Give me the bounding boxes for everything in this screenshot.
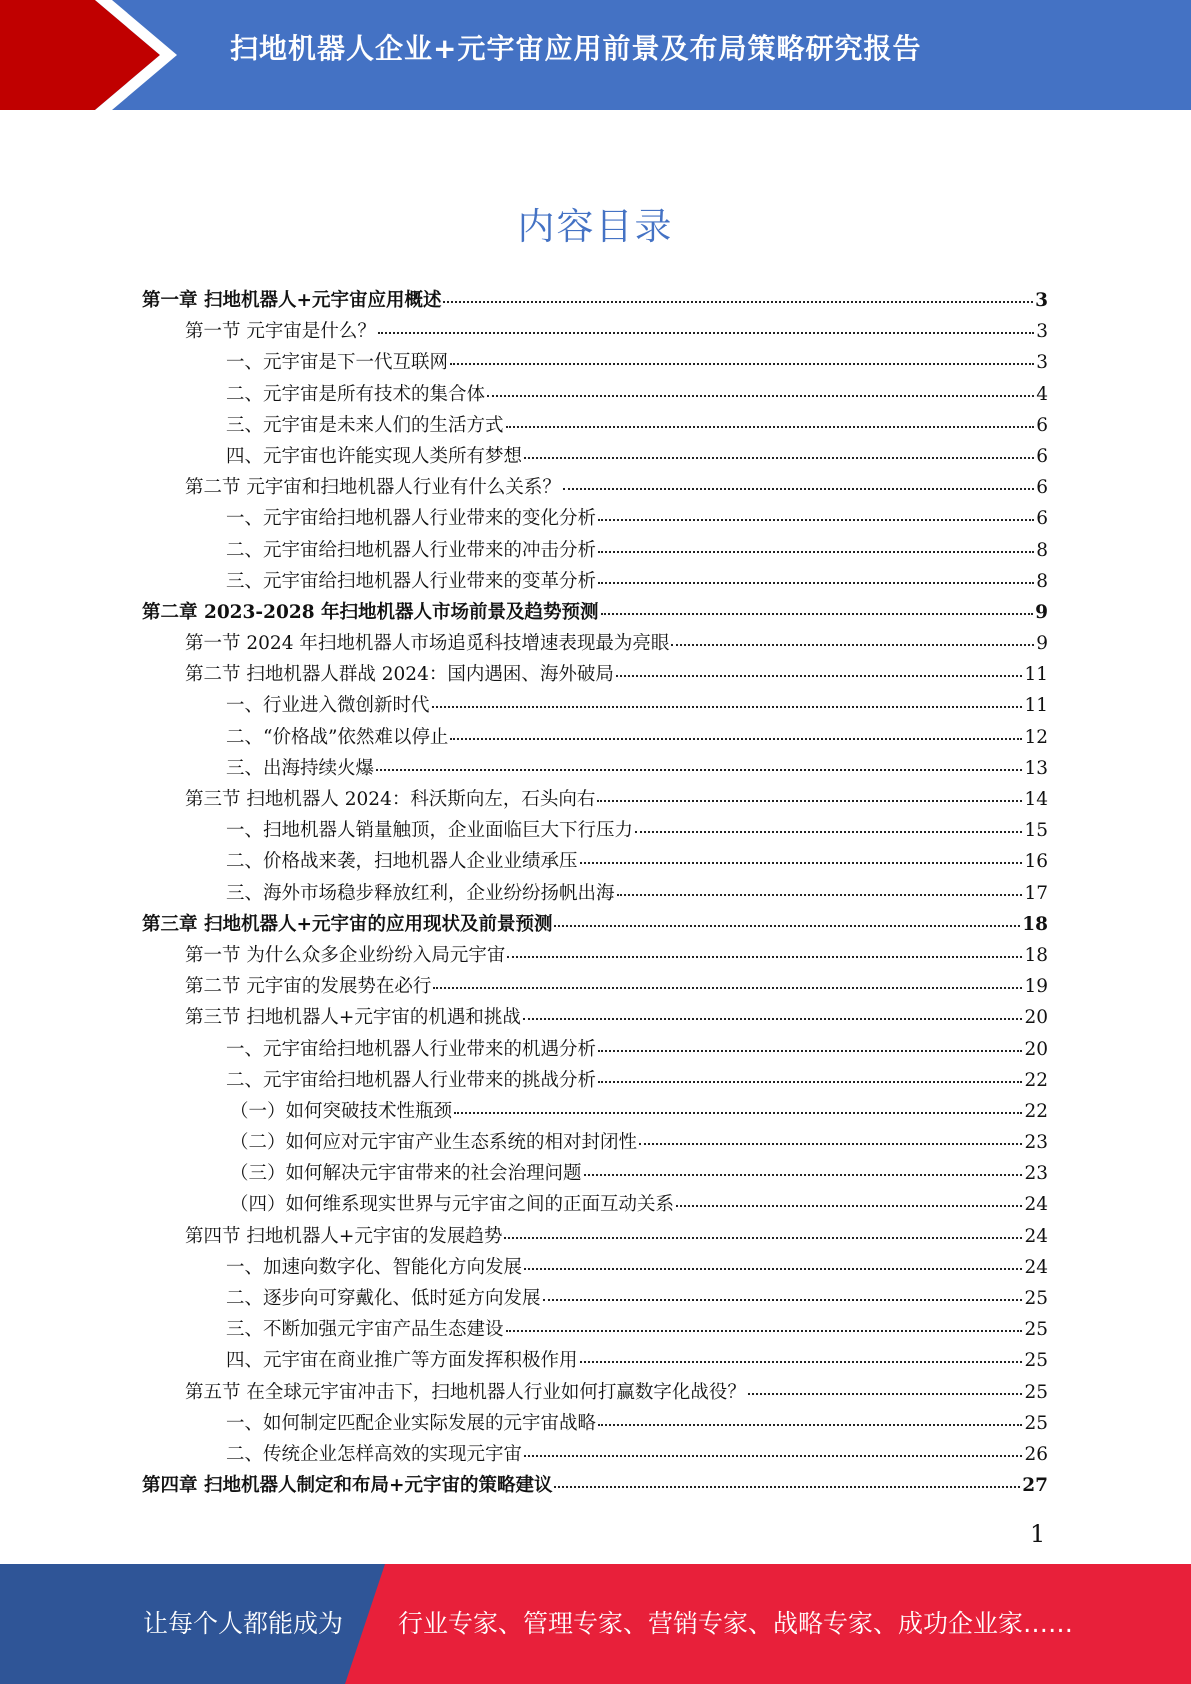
toc-entry-page: 15: [1024, 820, 1048, 842]
toc-entry-page: 24: [1024, 1225, 1048, 1247]
toc-entry-page: 27: [1022, 1475, 1048, 1497]
toc-dot-leader: [487, 383, 1034, 397]
toc-entry[interactable]: [142, 1034, 1048, 1065]
toc-entry[interactable]: [142, 1252, 1048, 1283]
toc-entry-title: 一、扫地机器人销量触顶，企业面临巨大下行压力: [226, 820, 634, 842]
footer-slogan-right: 行业专家、管理专家、营销专家、战略专家、成功企业家……: [398, 1609, 1074, 1638]
toc-dot-leader: [433, 975, 1022, 989]
toc-entry-page: 22: [1024, 1100, 1048, 1122]
toc-entry-page: 16: [1024, 851, 1048, 873]
toc-entry-title: 一、行业进入微创新时代: [226, 695, 430, 717]
toc-entry[interactable]: [142, 1314, 1048, 1345]
toc-entry-title: 三、海外市场稳步释放红利，企业纷纷扬帆出海: [226, 882, 615, 904]
toc-dot-leader: [639, 1131, 1022, 1145]
toc-entry-page: 25: [1024, 1319, 1048, 1341]
toc-entry[interactable]: [142, 566, 1048, 597]
toc-dot-leader: [676, 1194, 1022, 1208]
toc-dot-leader: [554, 913, 1020, 927]
toc-dot-leader: [524, 445, 1034, 459]
toc-entry-title: 二、元宇宙给扫地机器人行业带来的冲击分析: [226, 539, 597, 561]
toc-entry-page: 24: [1024, 1194, 1048, 1216]
toc-dot-leader: [507, 944, 1022, 958]
toc-entry-title: 一、元宇宙给扫地机器人行业带来的变化分析: [226, 508, 597, 530]
toc-entry-title: 第二章 2023-2028 年扫地机器人市场前景及趋势预测: [142, 601, 599, 623]
toc-entry-title: 第一节 元宇宙是什么？: [185, 321, 376, 343]
toc-entry-page: 6: [1036, 445, 1048, 467]
toc-entry[interactable]: [142, 690, 1048, 721]
toc-entry-title: 第三章 扫地机器人+元宇宙的应用现状及前景预测: [142, 913, 553, 935]
toc-dot-leader: [598, 1412, 1022, 1426]
toc-dot-leader: [580, 1350, 1023, 1364]
toc-entry-title: 第一章 扫地机器人+元宇宙应用概述: [142, 290, 442, 311]
toc-entry-title: 四、元宇宙也许能实现人类所有梦想: [226, 445, 523, 467]
toc-entry-page: 6: [1036, 414, 1048, 436]
toc-entry[interactable]: [142, 878, 1048, 909]
toc-dot-leader: [432, 695, 1023, 709]
toc-dot-leader: [523, 1006, 1023, 1020]
toc-entry-title: 二、逐步向可穿戴化、低时延方向发展: [226, 1288, 541, 1309]
toc-dot-leader: [598, 570, 1034, 584]
toc-entry-page: 18: [1022, 913, 1048, 935]
toc-entry-title: 二、“价格战”依然难以停止: [226, 726, 449, 748]
toc-entry-title: 二、元宇宙是所有技术的集合体: [226, 383, 486, 405]
toc-dot-leader: [601, 601, 1034, 615]
toc-entry-page: 20: [1024, 1007, 1048, 1029]
toc-entry-page: 13: [1024, 757, 1048, 779]
toc-entry-title: 第四节 扫地机器人+元宇宙的发展趋势: [185, 1225, 503, 1247]
toc-entry-title: 第五节 在全球元宇宙冲击下，扫地机器人行业如何打赢数字化战役？: [185, 1381, 746, 1403]
toc-dot-leader: [376, 757, 1022, 771]
toc-entry[interactable]: [142, 1439, 1048, 1470]
toc-dot-leader: [584, 1162, 1023, 1176]
toc-entry[interactable]: [142, 441, 1048, 472]
footer-slogan-left: 让每个人都能成为: [143, 1609, 344, 1638]
toc-entry-title: 二、传统企业怎样高效的实现元宇宙: [226, 1443, 523, 1465]
footer-banner: [0, 1564, 1191, 1684]
toc-entry-title: （二）如何应对元宇宙产业生态系统的相对封闭性: [230, 1132, 638, 1154]
toc-dot-leader: [563, 476, 1034, 490]
toc-dot-leader: [598, 1069, 1022, 1083]
toc-entry-title: 第一节 为什么众多企业纷纷入局元宇宙: [185, 944, 506, 966]
toc-entry[interactable]: [142, 379, 1048, 410]
toc-entry-title: 第二节 扫地机器人群战 2024：国内遇困、海外破局: [185, 664, 614, 686]
toc-entry-page: 6: [1036, 508, 1048, 530]
table-of-contents: [142, 285, 1048, 1501]
toc-dot-leader: [543, 1287, 1023, 1301]
toc-dot-leader: [506, 414, 1035, 428]
toc-entry-title: 第三节 扫地机器人+元宇宙的机遇和挑战: [185, 1007, 521, 1029]
toc-entry-title: （三）如何解决元宇宙带来的社会治理问题: [230, 1163, 582, 1185]
toc-entry-page: 17: [1024, 882, 1048, 904]
toc-dot-leader: [450, 726, 1022, 740]
toc-entry-page: 19: [1024, 976, 1048, 998]
toc-entry-title: （一）如何突破技术性瓶颈: [230, 1100, 453, 1122]
toc-entry[interactable]: [142, 347, 1048, 378]
toc-entry[interactable]: [142, 722, 1048, 753]
toc-entry[interactable]: [142, 940, 1048, 971]
toc-entry-page: 6: [1036, 477, 1048, 499]
toc-entry-page: 24: [1024, 1256, 1048, 1278]
toc-dot-leader: [450, 352, 1034, 366]
toc-entry-page: 3: [1035, 290, 1048, 311]
toc-dot-leader: [598, 1038, 1022, 1052]
toc-entry[interactable]: [142, 1158, 1048, 1189]
toc-entry-title: （四）如何维系现实世界与元宇宙之间的正面互动关系: [230, 1194, 675, 1216]
toc-dot-leader: [748, 1381, 1023, 1395]
toc-chapter-entry[interactable]: [142, 285, 1048, 316]
toc-dot-leader: [524, 1256, 1022, 1270]
toc-entry-title: 一、加速向数字化、智能化方向发展: [226, 1256, 523, 1278]
toc-dot-leader: [504, 1225, 1022, 1239]
toc-dot-leader: [554, 1474, 1020, 1488]
toc-entry[interactable]: [142, 1345, 1048, 1376]
header-banner: [0, 0, 1191, 110]
toc-entry[interactable]: [142, 1408, 1048, 1439]
toc-entry[interactable]: [142, 1065, 1048, 1096]
toc-entry-title: 第一节 2024 年扫地机器人市场追觅科技增速表现最为亮眼: [185, 633, 670, 655]
toc-dot-leader: [454, 1100, 1022, 1114]
toc-entry-page: 25: [1024, 1288, 1048, 1309]
toc-entry-title: 一、元宇宙给扫地机器人行业带来的机遇分析: [226, 1038, 597, 1060]
toc-dot-leader: [598, 507, 1034, 521]
toc-entry-title: 第四章 扫地机器人制定和布局+元宇宙的策略建议: [142, 1475, 553, 1497]
toc-entry-page: 22: [1024, 1069, 1048, 1091]
toc-entry-page: 11: [1024, 695, 1048, 717]
toc-entry[interactable]: [142, 1189, 1048, 1220]
toc-entry-title: 一、如何制定匹配企业实际发展的元宇宙战略: [226, 1412, 597, 1434]
toc-dot-leader: [598, 539, 1034, 553]
toc-dot-leader: [671, 632, 1034, 646]
toc-entry-title: 第二节 元宇宙和扫地机器人行业有什么关系？: [185, 477, 561, 499]
toc-entry-page: 23: [1024, 1132, 1048, 1154]
toc-entry[interactable]: [142, 753, 1048, 784]
toc-entry[interactable]: [142, 1127, 1048, 1158]
toc-entry-title: 二、价格战来袭，扫地机器人企业业绩承压: [226, 851, 578, 873]
toc-entry-page: 12: [1024, 726, 1048, 748]
toc-entry-page: 9: [1035, 601, 1048, 623]
toc-entry[interactable]: [142, 1002, 1048, 1033]
toc-entry[interactable]: [142, 503, 1048, 534]
toc-entry-page: 11: [1024, 664, 1048, 686]
toc-entry-page: 25: [1024, 1381, 1048, 1403]
toc-entry[interactable]: [142, 1377, 1048, 1408]
toc-dot-leader: [597, 788, 1022, 802]
toc-entry-page: 4: [1036, 383, 1048, 405]
toc-dot-leader: [580, 851, 1023, 865]
toc-dot-leader: [635, 819, 1022, 833]
toc-entry-title: 一、元宇宙是下一代互联网: [226, 352, 449, 374]
toc-entry[interactable]: [142, 316, 1048, 347]
toc-entry-title: 二、元宇宙给扫地机器人行业带来的挑战分析: [226, 1069, 597, 1091]
toc-dot-leader: [506, 1318, 1023, 1332]
toc-dot-leader: [378, 320, 1034, 334]
toc-entry[interactable]: [142, 815, 1048, 846]
toc-entry-page: 9: [1036, 633, 1048, 655]
toc-entry-title: 三、出海持续火爆: [226, 757, 375, 779]
toc-entry-page: 14: [1024, 789, 1048, 810]
toc-entry[interactable]: [142, 1096, 1048, 1127]
toc-chapter-entry[interactable]: [142, 1470, 1048, 1501]
toc-entry-title: 四、元宇宙在商业推广等方面发挥积极作用: [226, 1350, 578, 1372]
toc-entry-page: 25: [1024, 1350, 1048, 1372]
toc-entry[interactable]: [142, 472, 1048, 503]
toc-dot-leader: [617, 882, 1023, 896]
toc-entry[interactable]: [142, 659, 1048, 690]
toc-entry[interactable]: [142, 1283, 1048, 1314]
toc-chapter-entry[interactable]: [142, 597, 1048, 628]
toc-entry-page: 26: [1024, 1443, 1048, 1465]
page-number: 1: [1030, 1520, 1046, 1548]
toc-entry-page: 3: [1036, 352, 1048, 374]
toc-entry-title: 三、不断加强元宇宙产品生态建设: [226, 1319, 504, 1341]
toc-entry[interactable]: [142, 784, 1048, 815]
toc-entry-page: 18: [1024, 944, 1048, 966]
toc-dot-leader: [524, 1443, 1022, 1457]
toc-entry-page: 8: [1036, 539, 1048, 561]
toc-entry-page: 3: [1036, 321, 1048, 343]
toc-entry[interactable]: [142, 535, 1048, 566]
toc-entry-title: 第三节 扫地机器人 2024：科沃斯向左，石头向右: [185, 789, 596, 810]
toc-entry-page: 20: [1024, 1038, 1048, 1060]
toc-entry[interactable]: [142, 1221, 1048, 1252]
toc-heading: 内容目录: [517, 205, 674, 248]
toc-entry[interactable]: [142, 628, 1048, 659]
toc-entry-title: 三、元宇宙是未来人们的生活方式: [226, 414, 504, 436]
toc-entry-page: 25: [1024, 1412, 1048, 1434]
toc-dot-leader: [443, 289, 1033, 303]
toc-entry[interactable]: [142, 846, 1048, 877]
toc-entry-title: 三、元宇宙给扫地机器人行业带来的变革分析: [226, 570, 597, 592]
toc-chapter-entry[interactable]: [142, 909, 1048, 940]
report-title: 扫地机器人企业+元宇宙应用前景及布局策略研究报告: [230, 32, 922, 65]
toc-entry-title: 第二节 元宇宙的发展势在必行: [185, 976, 432, 998]
toc-entry[interactable]: [142, 971, 1048, 1002]
toc-entry-page: 8: [1036, 570, 1048, 592]
toc-dot-leader: [616, 663, 1023, 677]
toc-entry[interactable]: [142, 410, 1048, 441]
toc-entry-page: 23: [1024, 1163, 1048, 1185]
